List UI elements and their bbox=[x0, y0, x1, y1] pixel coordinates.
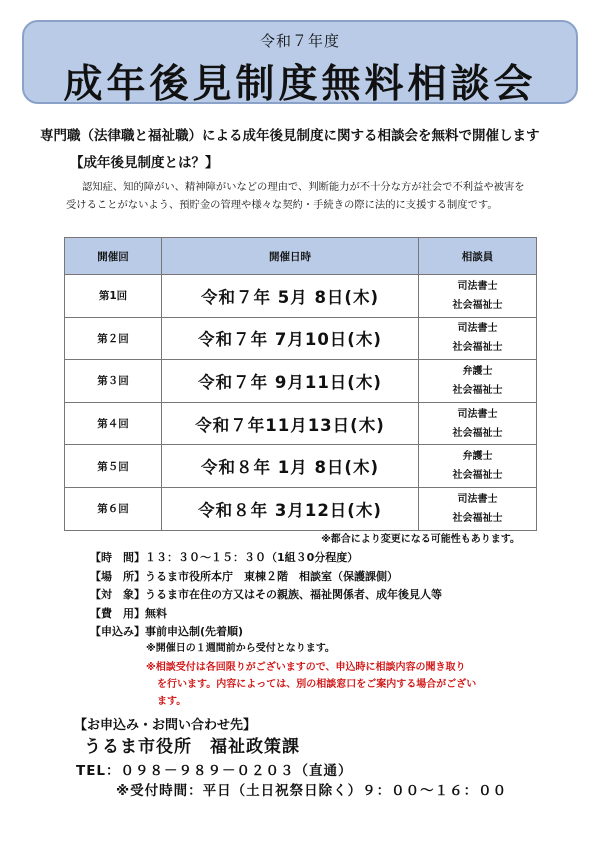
detail-value: 無料 bbox=[145, 606, 167, 620]
session-number: 第６回 bbox=[65, 487, 162, 530]
session-staff bbox=[419, 275, 537, 318]
staff-role: 社会福祉士 bbox=[452, 427, 503, 439]
session-date: 令和７年11月13日(木) bbox=[162, 402, 419, 445]
session-date: 令和７年 9月11日(木) bbox=[162, 360, 419, 403]
table-row bbox=[65, 317, 537, 360]
detail-fee bbox=[90, 605, 590, 624]
session-number: 第３回 bbox=[65, 360, 162, 403]
staff-role: 社会福祉士 bbox=[452, 512, 503, 524]
detail-target bbox=[90, 586, 590, 605]
col-header-datetime: 開催日時 bbox=[162, 238, 419, 275]
table-row bbox=[65, 275, 537, 318]
reception-note: ※開催日の１週間前から受付となります。 bbox=[146, 643, 335, 654]
warning-line: を行います。内容によっては、別の相談窓口をご案内する場合がござい bbox=[157, 679, 477, 690]
detail-label: 【場 所】 bbox=[90, 569, 145, 583]
detail-value: １３：３０～１５：３０（1組３0分程度） bbox=[145, 551, 359, 564]
session-date: 令和７年 5月 8日(木) bbox=[162, 275, 419, 318]
fiscal-year: 令和７年度 bbox=[259, 32, 340, 50]
staff-role: 社会福祉士 bbox=[452, 470, 503, 482]
staff-role: 弁護士 bbox=[462, 451, 493, 463]
schedule-header-row bbox=[65, 238, 537, 275]
contact-phone: TEL：０９８－９８９－０２０３（直通） bbox=[76, 763, 353, 779]
staff-role: 弁護士 bbox=[462, 365, 493, 377]
col-header-session: 開催回 bbox=[65, 238, 162, 275]
definition-body bbox=[66, 178, 566, 214]
col-header-staff: 相談員 bbox=[419, 238, 537, 275]
detail-value: うるま市在住の方又はその親族、福祉関係者、成年後見人等 bbox=[145, 588, 442, 601]
page-title: 成年後見制度無料相談会 bbox=[63, 62, 537, 107]
session-date: 令和７年 7月10日(木) bbox=[162, 317, 419, 360]
detail-time bbox=[90, 549, 590, 568]
header-banner bbox=[22, 20, 578, 107]
table-row bbox=[65, 402, 537, 445]
detail-label: 【対 象】 bbox=[90, 588, 145, 601]
warning-line: ※相談受付は各回限りがございますので、申込時に相談内容の聞き取り bbox=[146, 662, 466, 673]
staff-role: 司法書士 bbox=[457, 493, 498, 505]
detail-label: 【申込み】 bbox=[90, 625, 145, 638]
table-row bbox=[65, 360, 537, 403]
schedule-change-note: ※都合により変更になる可能性もあります。 bbox=[321, 534, 520, 545]
session-date: 令和８年 1月 8日(木) bbox=[162, 445, 419, 488]
session-staff bbox=[419, 445, 537, 488]
staff-role: 社会福祉士 bbox=[452, 299, 503, 311]
table-row bbox=[65, 487, 537, 530]
lead-text: 専門職（法律職と福祉職）による成年後見制度に関する相談会を無料で開催します bbox=[40, 128, 540, 144]
staff-role: 司法書士 bbox=[457, 323, 498, 335]
staff-role: 社会福祉士 bbox=[452, 384, 503, 396]
contact-heading: 【お申込み・お問い合わせ先】 bbox=[74, 718, 257, 733]
schedule-table bbox=[64, 237, 537, 531]
session-number: 第５回 bbox=[65, 445, 162, 488]
session-date: 令和８年 3月12日(木) bbox=[162, 487, 419, 530]
contact-hours: ※受付時間：平日（土日祝祭日除く）９：００～１６：００ bbox=[116, 783, 508, 799]
definition-line: 受けることがないよう、預貯金の管理や様々な契約・手続きの際に法的に支援する制度です。 bbox=[66, 199, 498, 211]
warning-line: ます。 bbox=[157, 696, 187, 707]
session-staff bbox=[419, 402, 537, 445]
application-notes bbox=[146, 640, 546, 710]
session-staff bbox=[419, 487, 537, 530]
staff-role: 社会福祉士 bbox=[452, 342, 503, 354]
contact-section bbox=[74, 716, 574, 801]
session-staff bbox=[419, 360, 537, 403]
staff-role: 司法書士 bbox=[457, 408, 498, 420]
detail-application bbox=[90, 623, 590, 642]
session-staff bbox=[419, 317, 537, 360]
detail-place bbox=[90, 568, 590, 587]
detail-value: 事前申込制(先着順) bbox=[145, 625, 244, 638]
detail-label: 【費 用】 bbox=[90, 606, 145, 620]
detail-label: 【時 間】 bbox=[90, 551, 145, 564]
session-number: 第２回 bbox=[65, 317, 162, 360]
detail-value: うるま市役所本庁 東棟２階 相談室（保護課側） bbox=[145, 569, 398, 583]
event-details bbox=[90, 549, 590, 642]
definition-heading: 【成年後見制度とは？】 bbox=[70, 155, 219, 171]
definition-line: 認知症、知的障がい、精神障がいなどの理由で、判断能力が不十分な方が社会で不利益や被害を bbox=[82, 181, 525, 193]
table-row bbox=[65, 445, 537, 488]
session-number: 第1回 bbox=[65, 275, 162, 318]
staff-role: 司法書士 bbox=[457, 280, 498, 292]
contact-organization: うるま市役所 福祉政策課 bbox=[84, 737, 300, 757]
session-number: 第４回 bbox=[65, 402, 162, 445]
warning-note bbox=[146, 659, 546, 710]
